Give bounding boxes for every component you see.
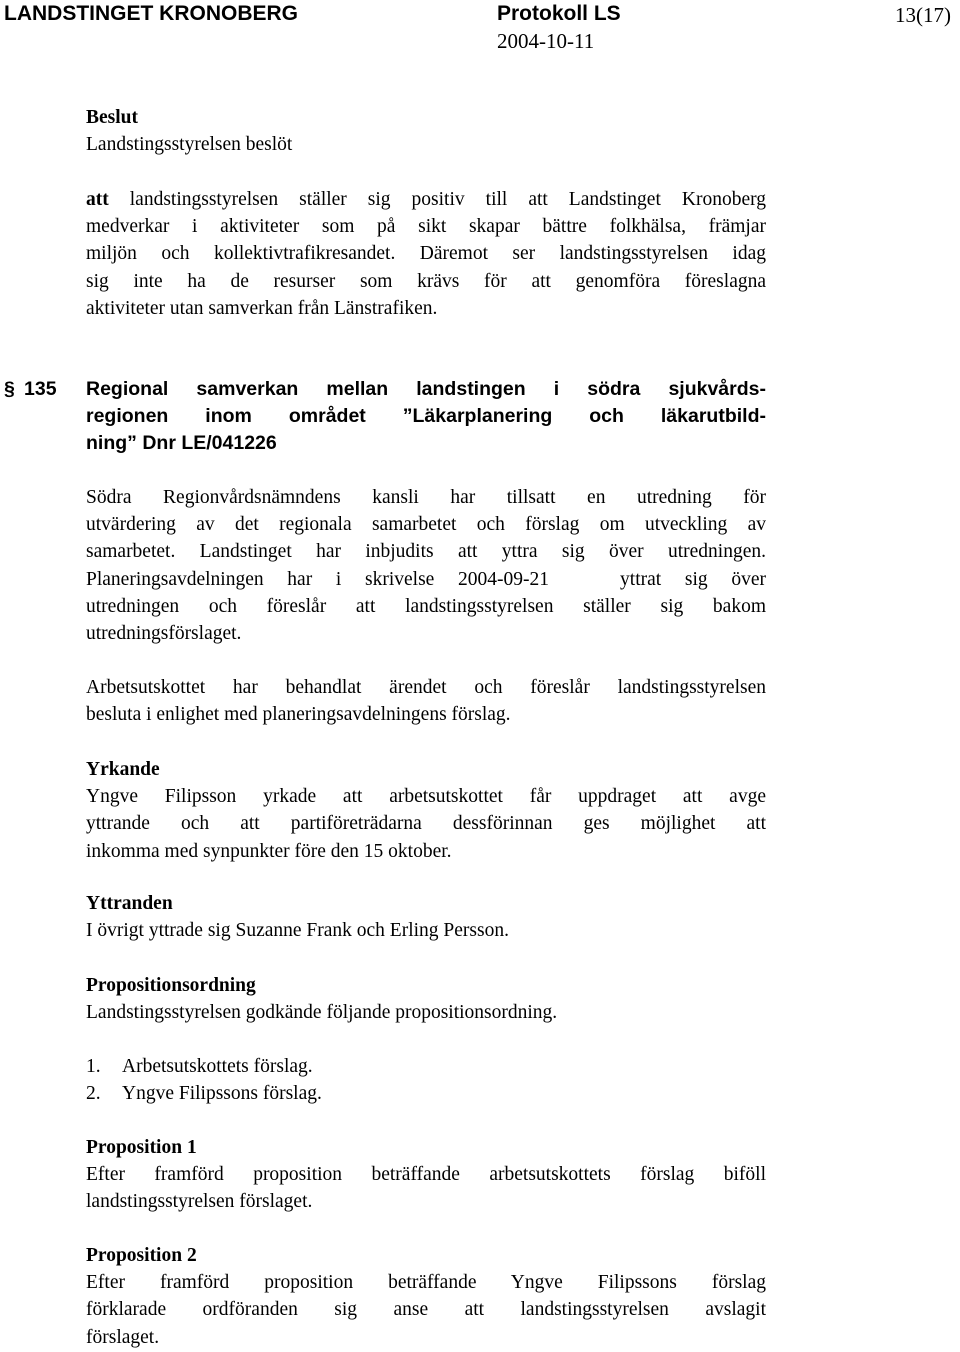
p1-line-5: utredningen och föreslår att landstingsstyrelsen ställer sig bakom [86,595,766,617]
p2-line-1: Arbetsutskottet har behandlat ärendet och föreslår landstingsstyrelsen [86,677,766,698]
yttranden-heading: Yttranden [86,893,173,914]
list-item-number: 1. [86,1056,101,1077]
organization-name: LANDSTINGET KRONOBERG [4,2,298,25]
yrkande-line-2: yttrande och att partiföreträdarna dessförinnan ges möjlighet att [86,813,766,835]
list-item-text: Arbetsutskottets förslag. [122,1056,313,1077]
yttranden-block [86,890,766,944]
att-word: att [86,189,109,210]
proposition-1-line-2: landstingsstyrelsen förslaget. [86,1191,313,1213]
yrkande-heading: Yrkande [86,759,160,780]
section-title-line-2: regionen inom området ”Läkarplanering och läkarutbild- [86,405,766,428]
proposition-1-line-1: Efter framförd proposition beträffande arbetsutskottets förslag biföll [86,1164,766,1186]
beslut-line-4: sig inte ha de resurser som krävs för att genomföra föreslagna [86,270,766,292]
propositionsordning-text: Landstingsstyrelsen godkände följande propositionsordning. [86,1002,558,1024]
page-number: 13(17) [895,3,951,27]
paragraph-symbol: § [4,378,15,400]
section-number: 135 [24,378,57,400]
beslut-block [86,104,766,158]
section-title-line-3: ning” Dnr LE/041226 [86,432,277,455]
beslut-heading: Beslut [86,107,139,128]
section-paragraph-2 [86,674,766,728]
propositionsordning-block [86,972,766,1026]
p1-line-1: Södra Regionvårdsnämndens kansli har tillsatt en utredning för [86,487,766,508]
protocol-title: Protokoll LS [497,2,621,25]
p2-line-2: besluta i enlighet med planeringsavdelningens förslag. [86,704,511,726]
beslut-line-1 [86,186,766,213]
proposition-2-line-2: förklarade ordföranden sig anse att landstingsstyrelsen avslagit [86,1299,766,1321]
proposition-2-block [86,1242,766,1351]
yrkande-line-3: inkomma med synpunkter före den 15 oktober. [86,840,452,862]
propositionsordning-heading: Propositionsordning [86,975,256,996]
yttranden-text: I övrigt yttrade sig Suzanne Frank och Erling Persson. [86,920,509,942]
page-header [0,0,960,60]
p1-line-4: Planeringsavdelningen har i skrivelse 2004-09-21 yttrat sig över [86,568,766,590]
section-title-line-1: Regional samverkan mellan landstingen i södra sjukvårds- [86,378,766,400]
p1-line-3: samarbetet. Landstinget har inbjudits att yttra sig över utredningen. [86,541,766,563]
beslut-intro: Landstingsstyrelsen beslöt [86,134,293,156]
proposition-1-block [86,1134,766,1216]
list-item-text: Yngve Filipssons förslag. [122,1083,322,1105]
yrkande-block [86,756,766,865]
beslut-text [86,186,766,322]
p1-line-6: utredningsförslaget. [86,623,242,645]
p1-line-2: utvärdering av det regionala samarbetet och förslag om utveckling av [86,514,766,536]
proposition-2-heading: Proposition 2 [86,1245,197,1266]
proposition-2-line-1: Efter framförd proposition beträffande Yngve Filipssons förslag [86,1272,766,1294]
proposition-1-heading: Proposition 1 [86,1137,197,1158]
beslut-line-2: medverkar i aktiviteter som på sikt skapar bättre folkhälsa, främjar [86,216,766,238]
beslut-line-3: miljön och kollektivtrafikresandet. Däremot ser landstingsstyrelsen idag [86,243,766,265]
section-paragraph-1 [86,484,766,647]
protocol-date: 2004-10-11 [497,29,595,53]
yrkande-line-1: Yngve Filipsson yrkade att arbetsutskottet får uppdraget att avge [86,786,766,808]
beslut-line-5: aktiviteter utan samverkan från Länstrafiken. [86,297,438,319]
section-title [86,376,766,458]
beslut-line-1-text: landstingsstyrelsen ställer sig positiv till att Landstinget Kronoberg [129,189,766,210]
proposition-2-line-3: förslaget. [86,1326,160,1348]
list-item-number: 2. [86,1083,101,1105]
